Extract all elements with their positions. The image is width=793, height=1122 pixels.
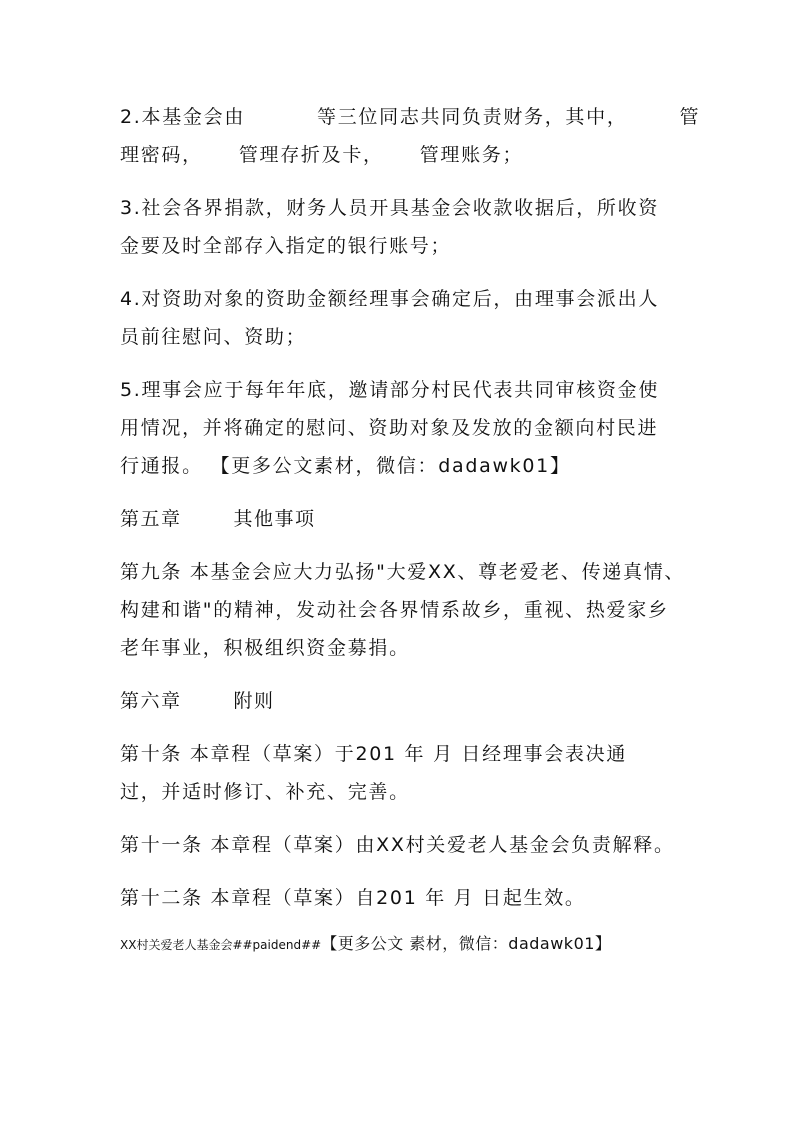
- chapter-title: 其他事项: [233, 508, 316, 530]
- text-line: 第十二条 本章程（草案）自201 年 月 日起生效。: [120, 887, 586, 909]
- footer-promo-text: 【更多公文 素材，微信：dadawk01】: [321, 934, 612, 953]
- text-line: 第十条 本章程（草案）于201 年 月 日经理事会表决通: [120, 743, 628, 765]
- text-line: [120, 98, 701, 136]
- text-line: 5.理事会应于每年年底，邀请部分村民代表共同审核资金使: [120, 379, 660, 401]
- text-line: 第十一条 本章程（草案）由XX村关爱老人基金会负责解释。: [120, 834, 675, 856]
- text-line: 用情况，并将确定的慰问、资助对象及发放的金额向村民进: [120, 417, 659, 439]
- chapter-6-heading: [120, 682, 672, 720]
- item-5-paragraph: [120, 371, 672, 485]
- chapter-5-heading: [120, 500, 672, 538]
- chapter-number: 第六章: [120, 690, 182, 712]
- text-line: 行通报。 【更多公文素材，微信：dadawk01】: [120, 455, 571, 477]
- document-body: [120, 98, 701, 958]
- text-line: 员前往慰问、资助；: [120, 326, 307, 348]
- text-line: 金要及时全部存入指定的银行账号；: [120, 235, 452, 257]
- text-line: 4.对资助对象的资助金额经理事会确定后，由理事会派出人: [120, 288, 660, 310]
- text-segment: 管理存折及卡，: [238, 144, 384, 166]
- footer-source-text: XX村关爱老人基金会##paidend##: [120, 938, 322, 952]
- item-3-paragraph: [120, 189, 672, 265]
- text-segment: 等三位同志共同负责财务，其中，: [317, 106, 628, 128]
- footer-note: [120, 932, 672, 958]
- text-segment: 理密码，: [120, 144, 203, 166]
- article-11-paragraph: [120, 826, 675, 864]
- item-2-paragraph: [120, 98, 701, 174]
- chapter-number: 第五章: [120, 508, 182, 530]
- text-segment: 管理账务；: [419, 144, 524, 166]
- article-10-paragraph: [120, 735, 672, 811]
- item-4-paragraph: [120, 280, 672, 356]
- text-segment: 2.本基金会由: [120, 106, 246, 128]
- text-line: 老年事业，积极组织资金募捐。: [120, 637, 410, 659]
- text-line: 构建和谐"的精神，发动社会各界情系故乡，重视、热爱家乡: [120, 599, 669, 621]
- article-9-paragraph: [120, 553, 686, 667]
- text-line: 第九条 本基金会应大力弘扬"大爱XX、尊老爱老、传递真情、: [120, 561, 686, 583]
- text-line: [120, 136, 672, 174]
- article-12-paragraph: [120, 879, 672, 917]
- text-segment: 管: [679, 106, 701, 128]
- text-line: 过，并适时修订、补充、完善。: [120, 781, 410, 803]
- text-line: 3.社会各界捐款，财务人员开具基金会收款收据后，所收资: [120, 197, 660, 219]
- chapter-title: 附则: [233, 690, 275, 712]
